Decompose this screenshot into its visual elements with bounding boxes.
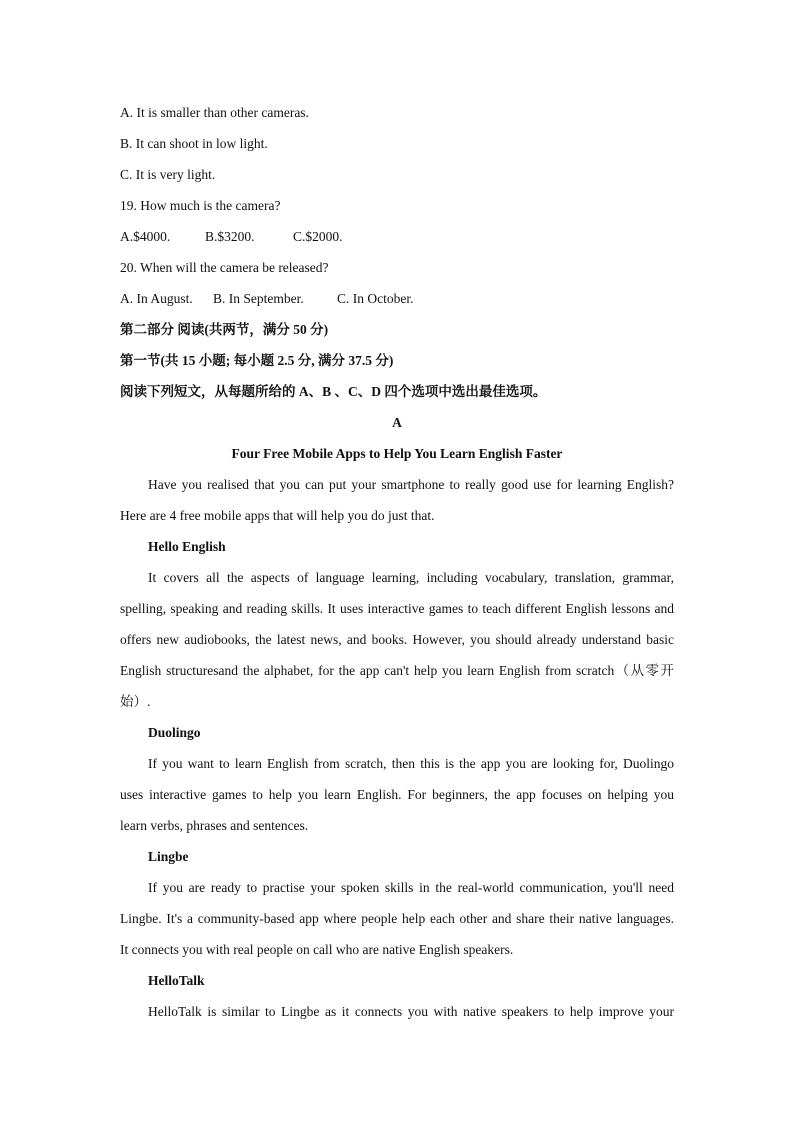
q20-option-c: C. In October.: [337, 291, 414, 306]
app-heading-lingbe: Lingbe: [148, 849, 189, 864]
intro-line-2: Here are 4 free mobile apps that will help you do just that.: [120, 508, 435, 523]
app-heading-hellotalk: HelloTalk: [148, 973, 205, 988]
q20-options: [120, 283, 674, 314]
q19-options: [120, 221, 674, 252]
app-paragraph-duolingo: [120, 748, 674, 841]
paragraph-line: uses interactive games to help you learn English. For beginners, the app focuses on helping you: [120, 787, 674, 802]
q18-option-c: C. It is very light.: [120, 167, 216, 182]
paragraph-line: If you are ready to practise your spoken skills in the real-world communication, you'll need: [148, 880, 674, 895]
app-paragraph-lingbe: [120, 872, 674, 965]
document-page: [120, 97, 674, 1027]
reading-instruction: 阅读下列短文，从每题所给的 A、B 、C、D 四个选项中选出最佳选项。: [120, 384, 547, 399]
paragraph-line: offers new audiobooks, the latest news, and books. However, you should already understand basic: [120, 632, 674, 647]
paragraph-line: HelloTalk is similar to Lingbe as it connects you with native speakers to help improve your: [148, 1004, 674, 1019]
paragraph-line: It covers all the aspects of language learning, including vocabulary, translation, grammar,: [148, 570, 674, 585]
passage-label: A: [392, 415, 402, 430]
app-heading-hello-english: Hello English: [148, 539, 226, 554]
paragraph-line: 始）.: [120, 694, 151, 709]
paragraph-line: It connects you with real people on call who are native English speakers.: [120, 942, 514, 957]
app-paragraph-hello-english: [120, 562, 674, 717]
paragraph-line: Lingbe. It's a community-based app where people help each other and share their native languages.: [120, 911, 674, 926]
q20-option-b: B. In September.: [213, 291, 304, 306]
intro-line-1: Have you realised that you can put your smartphone to really good use for learning English?: [148, 477, 674, 492]
app-paragraph-hellotalk: [120, 996, 674, 1027]
q19-option-c: C.$2000.: [293, 229, 343, 244]
paragraph-line: learn verbs, phrases and sentences.: [120, 818, 309, 833]
q18-option-a: A. It is smaller than other cameras.: [120, 105, 309, 120]
part2-heading: 第二部分 阅读(共两节，满分 50 分): [120, 322, 329, 337]
section1-heading: 第一节(共 15 小题; 每小题 2.5 分, 满分 37.5 分): [120, 353, 394, 368]
paragraph-line: English structuresand the alphabet, for the app can't help you learn English from scratch（从零开: [120, 663, 674, 678]
q19-question: 19. How much is the camera?: [120, 198, 281, 213]
intro-paragraph: [120, 469, 674, 531]
q20-option-a: A. In August.: [120, 291, 193, 306]
q18-option-b: B. It can shoot in low light.: [120, 136, 268, 151]
paragraph-line: spelling, speaking and reading skills. It uses interactive games to teach different English lessons and: [120, 601, 674, 616]
q19-option-b: B.$3200.: [205, 229, 255, 244]
passage-title: Four Free Mobile Apps to Help You Learn English Faster: [231, 446, 563, 461]
paragraph-line: If you want to learn English from scratch, then this is the app you are looking for, Duolingo: [148, 756, 674, 771]
app-heading-duolingo: Duolingo: [148, 725, 201, 740]
q20-question: 20. When will the camera be released?: [120, 260, 329, 275]
q19-option-a: A.$4000.: [120, 229, 171, 244]
